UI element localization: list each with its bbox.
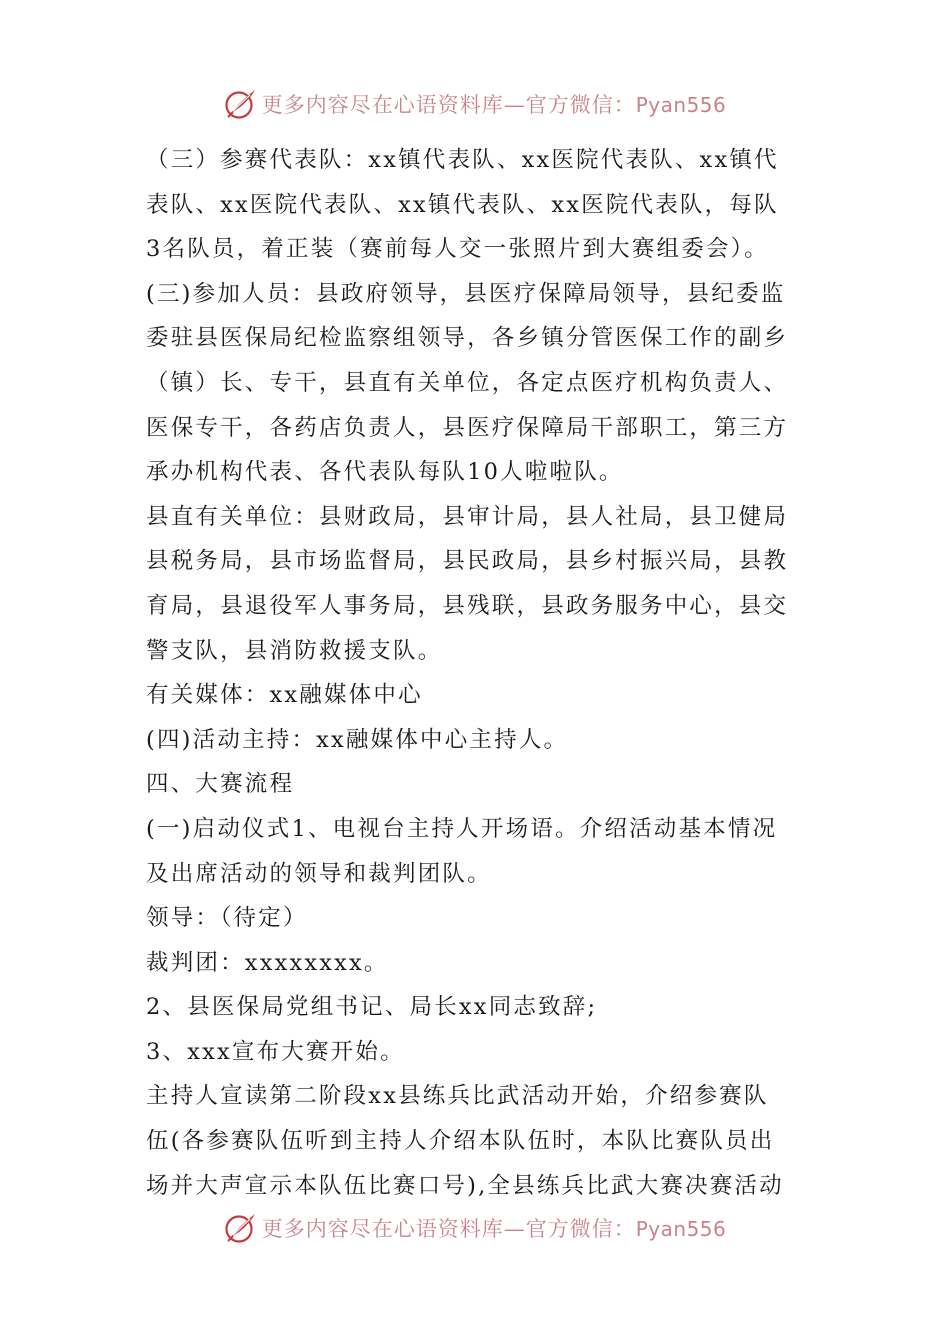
text-line: 县直有关单位：县财政局，县审计局，县人社局，县卫健局	[146, 503, 789, 530]
section-heading: 四、大赛流程	[146, 771, 295, 798]
watermark-text: 更多内容尽在心语资料库—官方微信：Pyan556	[261, 93, 727, 117]
text-line: 领导：（待定）	[146, 905, 308, 932]
watermark-brand: Pyan556	[635, 93, 727, 117]
text-line: (三)参加人员：县政府领导，县医疗保障局领导，县纪委监	[146, 280, 786, 307]
text-line: 及出席活动的领导和裁判团队。	[146, 860, 492, 887]
text-line: 3名队员，着正装（赛前每人交一张照片到大赛组委会）。	[146, 236, 769, 263]
text-line: 裁判团：xxxxxxxx。	[146, 949, 389, 976]
text-line: 场并大声宣示本队伍比赛口号),全县练兵比武大赛决赛活动	[146, 1172, 784, 1199]
text-line: 3、xxx宣布大赛开始。	[146, 1038, 405, 1065]
watermark-header	[0, 84, 950, 124]
text-line: 主持人宣读第二阶段xx县练兵比武活动开始，介绍参赛队	[146, 1083, 769, 1110]
feather-pen-in-circle-icon	[224, 87, 258, 121]
text-line: 警支队，县消防救援支队。	[146, 637, 443, 664]
feather-pen-in-circle-icon	[224, 1211, 258, 1245]
watermark-footer	[0, 1208, 950, 1248]
text-line: （三）参赛代表队：xx镇代表队、xx医院代表队、xx镇代	[146, 147, 779, 173]
text-line: 伍(各参赛队伍听到主持人介绍本队伍时，本队比赛队员出	[146, 1128, 775, 1155]
text-line: 育局，县退役军人事务局，县残联，县政务服务中心，县交	[146, 592, 789, 619]
text-line: 县税务局，县市场监督局，县民政局，县乡村振兴局，县教	[146, 548, 789, 575]
document-body	[146, 138, 810, 1208]
text-line: (四)活动主持：xx融媒体中心主持人。	[146, 726, 569, 753]
text-line: 承办机构代表、各代表队每队10人啦啦队。	[146, 459, 624, 486]
text-line: 委驻县医保局纪检监察组领导，各乡镇分管医保工作的副乡	[146, 325, 789, 352]
text-line: 2、县医保局党组书记、局长xx同志致辞;	[146, 994, 598, 1021]
text-line: （镇）长、专干，县直有关单位，各定点医疗机构负责人、	[146, 369, 789, 396]
text-line: 有关媒体：xx融媒体中心	[146, 682, 423, 709]
text-line: (一)启动仪式1、电视台主持人开场语。介绍活动基本情况	[146, 815, 778, 842]
text-line: 医保专干，各药店负责人，县医疗保障局干部职工，第三方	[146, 414, 789, 441]
watermark-text: 更多内容尽在心语资料库—官方微信：Pyan556	[261, 1217, 727, 1241]
watermark-brand: Pyan556	[635, 1217, 727, 1241]
text-line: 表队、xx医院代表队、xx镇代表队、xx医院代表队，每队	[146, 191, 779, 218]
